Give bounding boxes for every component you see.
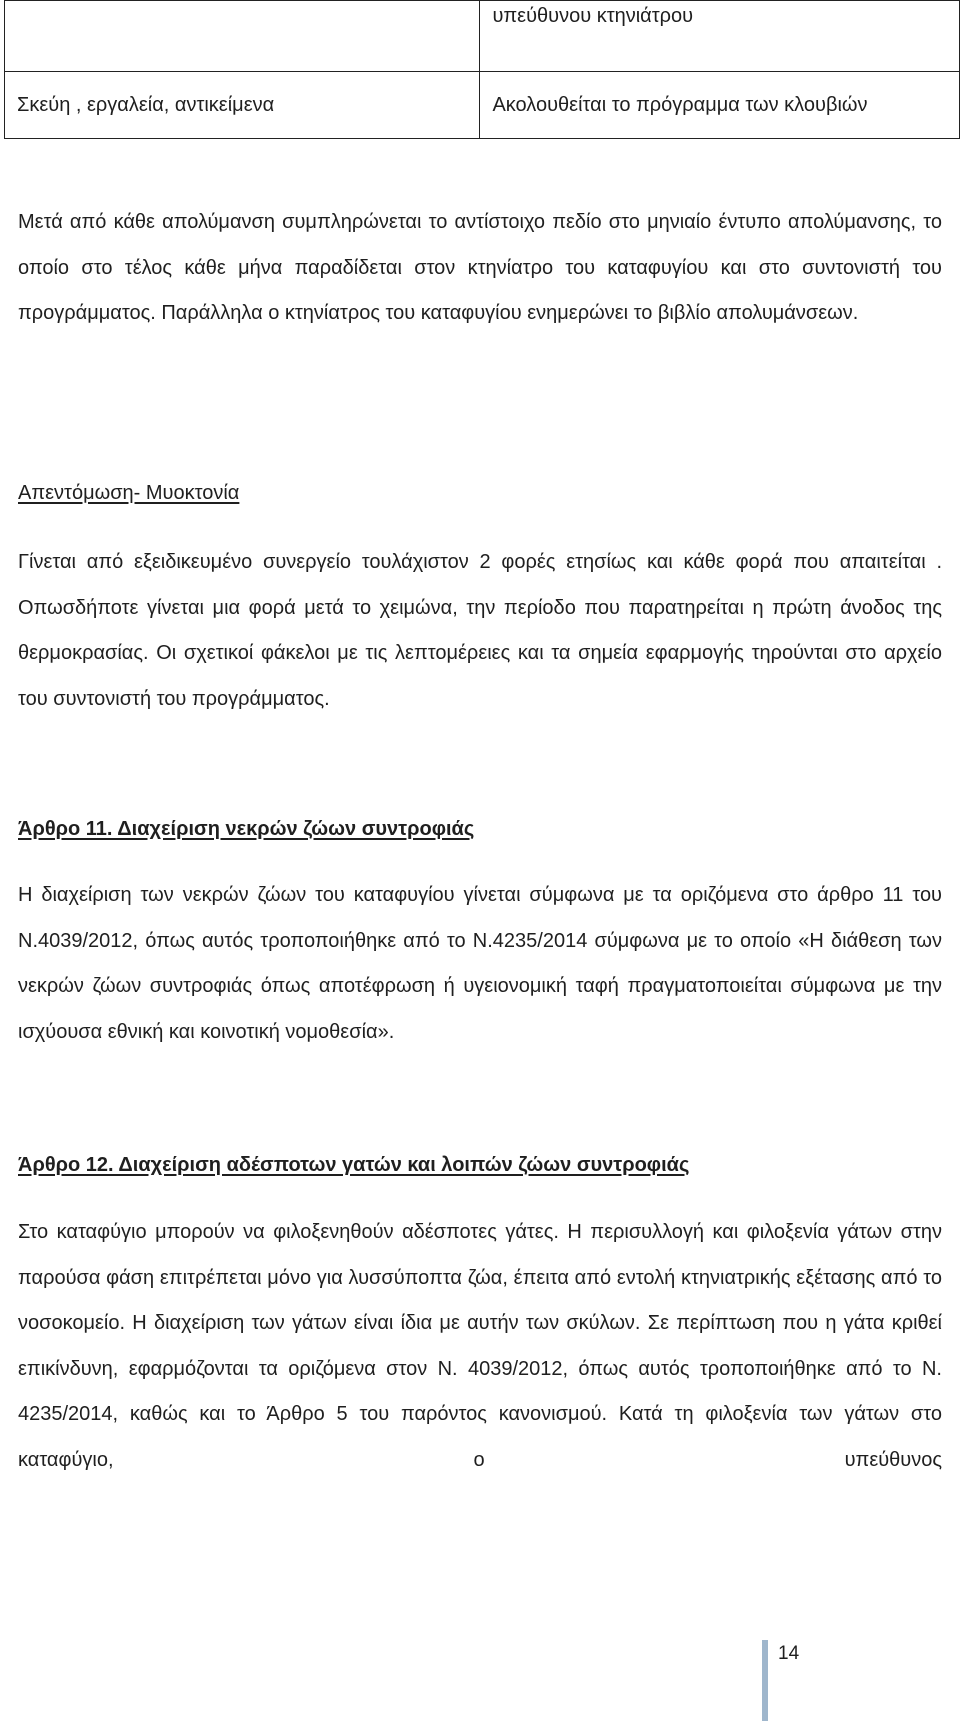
table-row	[5, 72, 960, 139]
article-12-paragraph: Στο καταφύγιο μπορούν να φιλοξενηθούν αδέσποτες γάτες. Η περισυλλογή και φιλοξενία γάτων στην παρούσα φάση επιτρέπεται μόνο για λυσσύποπτα ζώα, έπειτα από εντολή κτηνιατρικής εξέτασης από το νοσοκομείο. Η διαχείριση των γάτων είναι ίδια με αυτήν των σκύλων. Σε περίπτωση που η γάτα κριθεί επικίνδυνη, εφαρμόζονται τα οριζόμενα στον Ν. 4039/2012, όπως αυτός τροποποιήθηκε από το Ν. 4235/2014, καθώς και το Άρθρο 5 του παρόντος κανονισμού. Κατά τη φιλοξενία των γάτων στο καταφύγιο, ο υπεύθυνος	[18, 1221, 942, 1471]
disinfestation-paragraph: Γίνεται από εξειδικευμένο συνεργείο τουλάχιστον 2 φορές ετησίως και κάθε φορά που απαιτείται . Οπωσδήποτε γίνεται μια φορά μετά το χειμώνα, την περίοδο που παρατηρείται η πρώτη άνοδος της θερμοκρασίας. Οι σχετικοί φάκελοι με τις λεπτομέρειες και τα σημεία εφαρμογής τηρούνται στο αρχείο του συντονιστή του προγράμματος.	[18, 551, 942, 710]
table-cell	[5, 1, 480, 72]
table-cell: Ακολουθείται το πρόγραμμα των κλουβιών	[480, 72, 960, 139]
disinfection-paragraph: Μετά από κάθε απολύμανση συμπληρώνεται το αντίστοιχο πεδίο στο μηνιαίο έντυπο απολύμανσης, το οποίο στο τέλος κάθε μήνα παραδίδεται στον κτηνίατρο του καταφυγίου και στο συντονιστή του προγράμματος. Παράλληλα ο κτηνίατρος του καταφυγίου ενημερώνει το βιβλίο απολυμάνσεων.	[18, 211, 942, 324]
table-row	[5, 1, 960, 72]
cleaning-schedule-table	[4, 0, 960, 139]
table-cell: υπεύθυνου κτηνιάτρου	[480, 1, 960, 72]
page-number: 14	[778, 1643, 800, 1664]
article-11-paragraph: Η διαχείριση των νεκρών ζώων του καταφυγίου γίνεται σύμφωνα με τα οριζόμενα στο άρθρο 11 του Ν.4039/2012, όπως αυτός τροποποιήθηκε από το Ν.4235/2014 σύμφωνα με το οποίο «Η διάθεση των νεκρών ζώων συντροφιάς όπως αποτέφρωση ή υγειονομική ταφή πραγματοποιείται σύμφωνα με την ισχύουσα εθνική και κοινοτική νομοθεσία».	[18, 884, 942, 1043]
table-cell: Σκεύη , εργαλεία, αντικείμενα	[5, 72, 480, 139]
article-12-heading: Άρθρο 12. Διαχείριση αδέσποτων γατών και λοιπών ζώων συντροφιάς	[18, 1154, 690, 1176]
page-number-bar	[762, 1640, 768, 1721]
article-11-heading: Άρθρο 11. Διαχείριση νεκρών ζώων συντροφιάς	[18, 818, 475, 840]
disinfestation-heading	[18, 478, 239, 508]
disinfestation-heading-text: Απεντόμωση- Μυοκτονία	[18, 482, 240, 504]
